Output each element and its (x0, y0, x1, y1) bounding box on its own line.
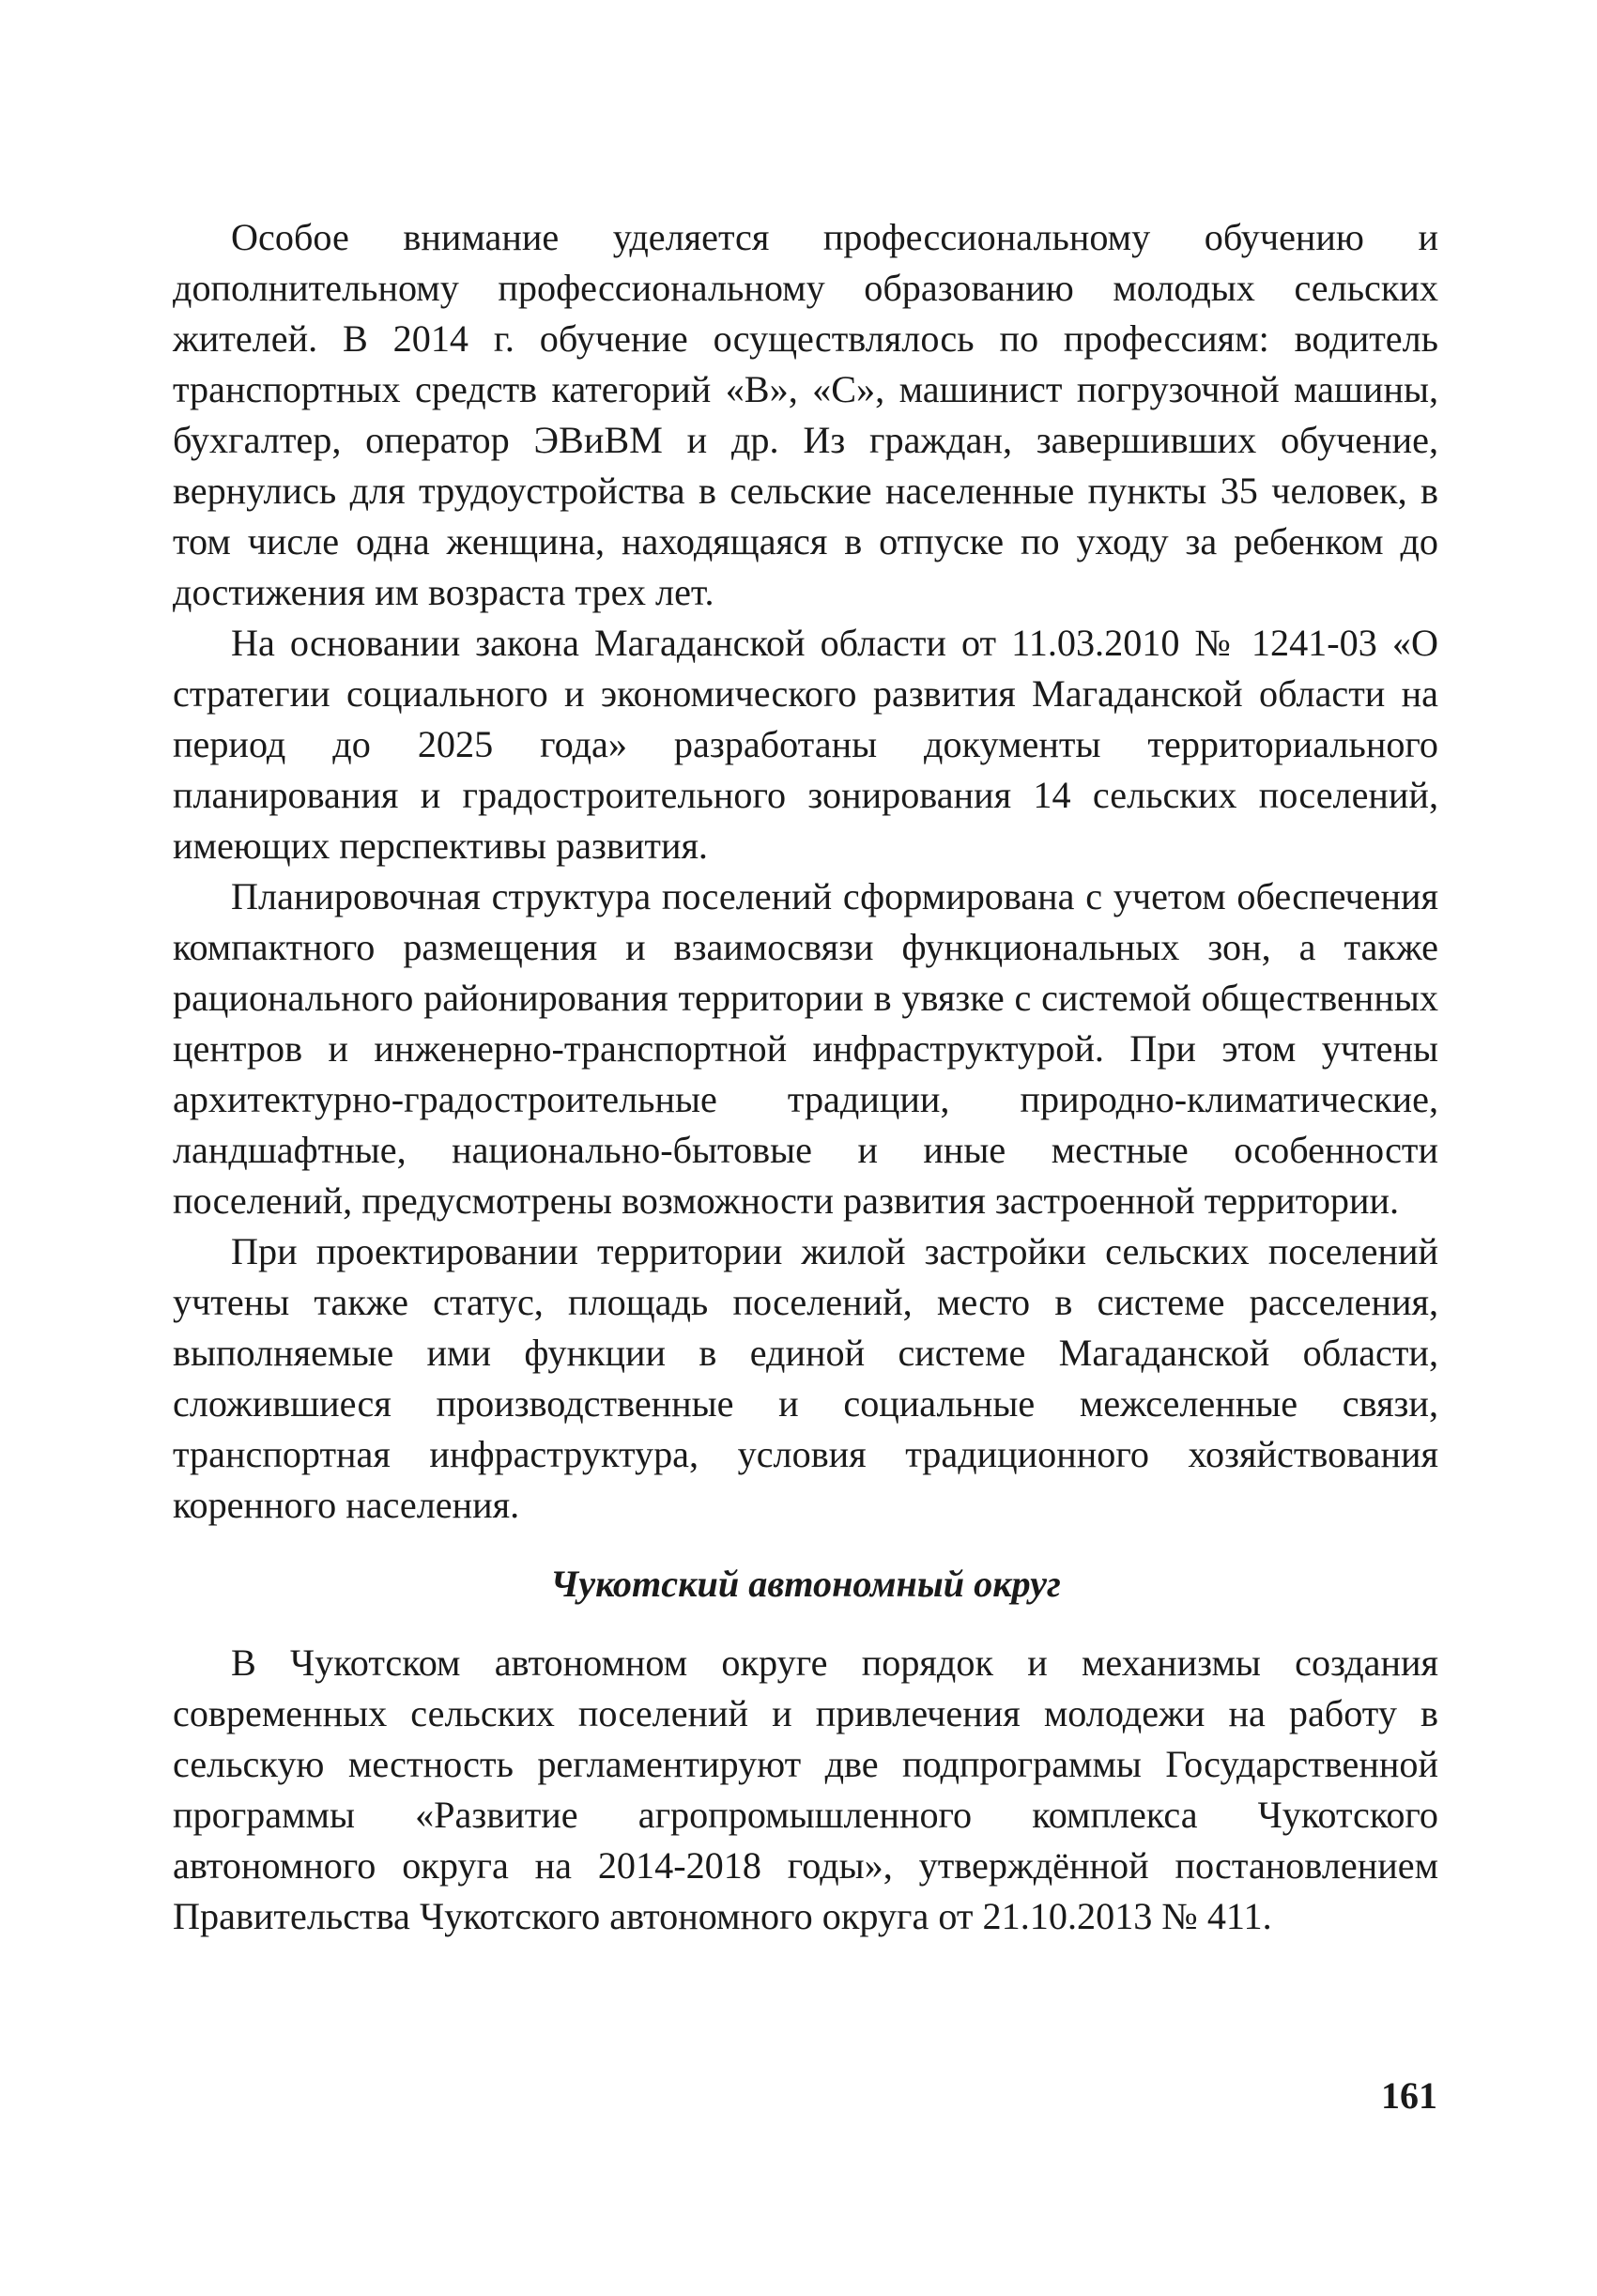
section-title: Чукотский автономный округ (550, 1563, 1061, 1605)
page-number: 161 (1381, 2074, 1437, 2117)
paragraph-residential-design: При проектировании территории жилой застройки сельских поселений учтены также статус, площадь поселений, место в системе расселения, выполняемые ими функции в единой системе Магаданской области, сложившиеся производственные и социальные межселенные связи, транспортная инфраструктура, условия традиционного хозяйствования коренного населения. (173, 1230, 1438, 1526)
page-body (173, 212, 1438, 1942)
paragraph-professional-training: Особое внимание уделяется профессиональному обучению и дополнительному профессиональному образованию молодых сельских жителей. В 2014 г. обучение осуществлялось по профессиям: водитель транспортных средств категорий «В», «С», машинист погрузочной машины, бухгалтер, оператор ЭВиВМ и др. Из граждан, завершивших обучение, вернулись для трудоустройства в сельские населенные пункты 35 человек, в том числе одна женщина, находящаяся в отпуске по уходу за ребенком до достижения им возраста трех лет. (173, 216, 1438, 613)
paragraph-planning-structure: Планировочная структура поселений сформирована с учетом обеспечения компактного размещения и взаимосвязи функциональных зон, а также рационального районирования территории в увязке с системой общественных центров и инженерно-транспортной инфраструктурой. При этом учтены архитектурно-градостроительные традиции, природно-климатические, ландшафтные, национально-бытовые и иные местные особенности поселений, предусмотрены возможности развития застроенной территории. (173, 875, 1438, 1222)
paragraph-chukotka-programs: В Чукотском автономном округе порядок и механизмы создания современных сельских поселений и привлечения молодежи на работу в сельскую местность регламентируют две подпрограммы Государственной программы «Развитие агропромышленного комплекса Чукотского автономного округа на 2014-2018 годы», утверждённой постановлением Правительства Чукотского автономного округа от 21.10.2013 № 411. (173, 1641, 1438, 1937)
paragraph-magadan-law: На основании закона Магаданской области от 11.03.2010 № 1241-03 «О стратегии социального и экономического развития Магаданской области на период до 2025 года» разработаны документы территориального планирования и градостроительного зонирования 14 сельских поселений, имеющих перспективы развития. (173, 622, 1438, 867)
